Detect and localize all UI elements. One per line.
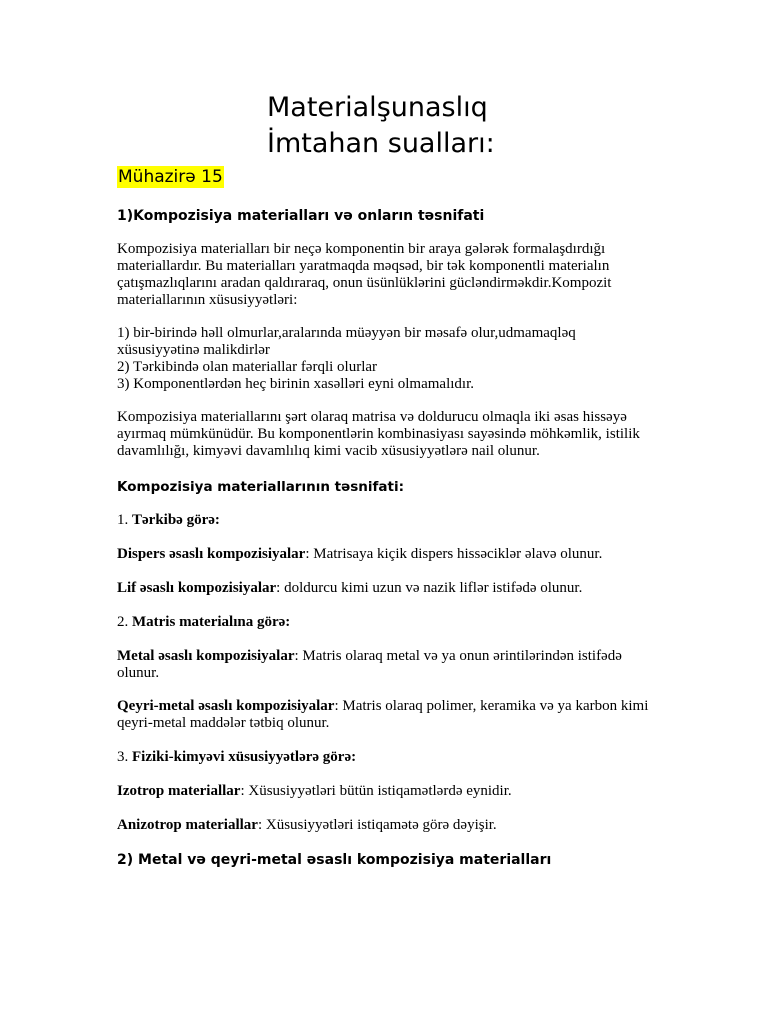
item-term: Anizotrop materiallar (117, 817, 258, 833)
item-description: : Matris olaraq metal və ya onun ərintilərindən istifədə olunur. (117, 648, 622, 681)
group-heading (117, 512, 657, 529)
classification-item (117, 698, 657, 732)
group-title: Fiziki-kimyəvi xüsusiyyətlərə görə: (132, 749, 357, 765)
classification-heading: Kompozisiya materiallarının təsnifati: (117, 479, 404, 495)
group-title: Matris materialına görə: (132, 614, 291, 630)
section-2-heading: 2) Metal və qeyri-metal əsaslı kompozisiya materialları (117, 852, 552, 868)
title-line-1: Materialşunaslıq (267, 92, 488, 123)
title-line-2: İmtahan sualları: (267, 128, 495, 159)
group-number: 1. (117, 512, 132, 528)
item-term: Lif əsaslı kompozisiyalar (117, 580, 277, 596)
item-description: : doldurcu kimi uzun və nazik liflər istifədə olunur. (276, 580, 583, 596)
lecture-label: Mühazirə 15 (118, 167, 223, 187)
list-item: 3) Komponentlərdən heç birinin xasəlləri eyni olmamalıdır. (117, 376, 474, 392)
item-description: : Xüsusiyyətləri bütün istiqamətlərdə eynidir. (240, 783, 512, 799)
item-term: Metal əsaslı kompozisiyalar (117, 648, 295, 664)
classification-item (117, 783, 657, 800)
properties-list (117, 325, 657, 393)
group-heading (117, 749, 657, 766)
list-item: 1) bir-birində həll olmurlar,aralarında müəyyən bir məsafə olur,udmamaqləq xüsusiyyətinə malikdirlər (117, 325, 576, 358)
group-number: 2. (117, 614, 132, 630)
item-term: Qeyri-metal əsaslı kompozisiyalar (117, 698, 335, 714)
item-description: : Xüsusiyyətləri istiqamətə görə dəyişir. (257, 817, 497, 833)
section-1-heading: 1)Kompozisiya materialları və onların təsnifati (117, 208, 485, 224)
classification-item (117, 648, 657, 682)
intro-paragraph: Kompozisiya materialları bir neçə komponentin bir araya gələrək formalaşdırdığı materiallardır. Bu materialları yaratmaqda məqsəd, bir tək komponentli materialın çatışmazlıqlarını aradan qaldıraraq, onun üsünlüklərini gücləndirməkdir.Kompozit materiallarının xüsusiyyətləri: (117, 241, 612, 308)
list-item: 2) Tərkibində olan materiallar fərqli olurlar (117, 359, 378, 375)
item-term: Izotrop materiallar (117, 783, 241, 799)
group-heading (117, 614, 657, 631)
group-title: Tərkibə görə: (132, 512, 220, 528)
item-description: : Matrisaya kiçik dispers hissəciklər əlavə olunur. (305, 546, 603, 562)
item-description: : Matris olaraq polimer, keramika və ya karbon kimi qeyri-metal maddələr tətbiq olunur. (117, 698, 649, 731)
classification-item (117, 546, 657, 563)
group-number: 3. (117, 749, 132, 765)
classification-item (117, 817, 657, 834)
classification-item (117, 580, 657, 597)
composition-paragraph: Kompozisiya materiallarını şərt olaraq matrisa və doldurucu olmaqla iki əsas hissəyə ayırmaq mümkünüdür. Bu komponentlərin kombinasiyası sayəsində möhkəmlik, istilik davamlılığı, kimyəvi davamlılıq kimi vacib xüsusiyyətlərə nail olunur. (117, 409, 640, 459)
item-term: Dispers əsaslı kompozisiyalar (117, 546, 306, 562)
document-title (267, 90, 495, 162)
